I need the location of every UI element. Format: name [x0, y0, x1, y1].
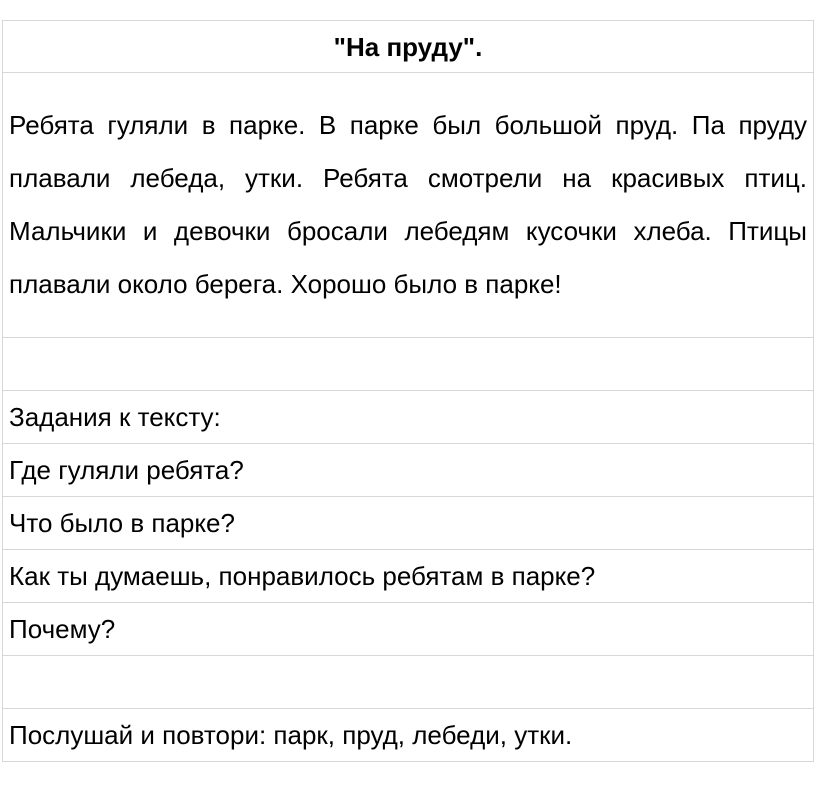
text-title: "На пруду".: [3, 21, 814, 73]
story-cell: [3, 73, 814, 338]
tasks-heading: Задания к тексту:: [3, 391, 814, 444]
empty-cell: [3, 656, 814, 709]
empty-cell: [3, 338, 814, 391]
worksheet-table: [2, 20, 814, 762]
question-row: [3, 550, 814, 603]
question-4: Почему?: [3, 603, 814, 656]
story-row: [3, 73, 814, 338]
question-row: [3, 603, 814, 656]
title-row: [3, 21, 814, 73]
tasks-heading-row: [3, 391, 814, 444]
question-2: Что было в парке?: [3, 497, 814, 550]
story-text: Ребята гуляли в парке. В парке был большой пруд. Па пруду плавали лебеда, утки. Ребята смотрели на красивых птиц. Мальчики и девочки бросали лебедям кусочки хлеба. Птицы плавали около берега. Хорошо было в парке!: [9, 110, 807, 299]
empty-row: [3, 338, 814, 391]
final-instruction-row: [3, 709, 814, 762]
question-3: Как ты думаешь, понравилось ребятам в парке?: [3, 550, 814, 603]
empty-row: [3, 656, 814, 709]
question-1: Где гуляли ребята?: [3, 444, 814, 497]
final-instruction: Послушай и повтори: парк, пруд, лебеди, утки.: [3, 709, 814, 762]
question-row: [3, 497, 814, 550]
question-row: [3, 444, 814, 497]
